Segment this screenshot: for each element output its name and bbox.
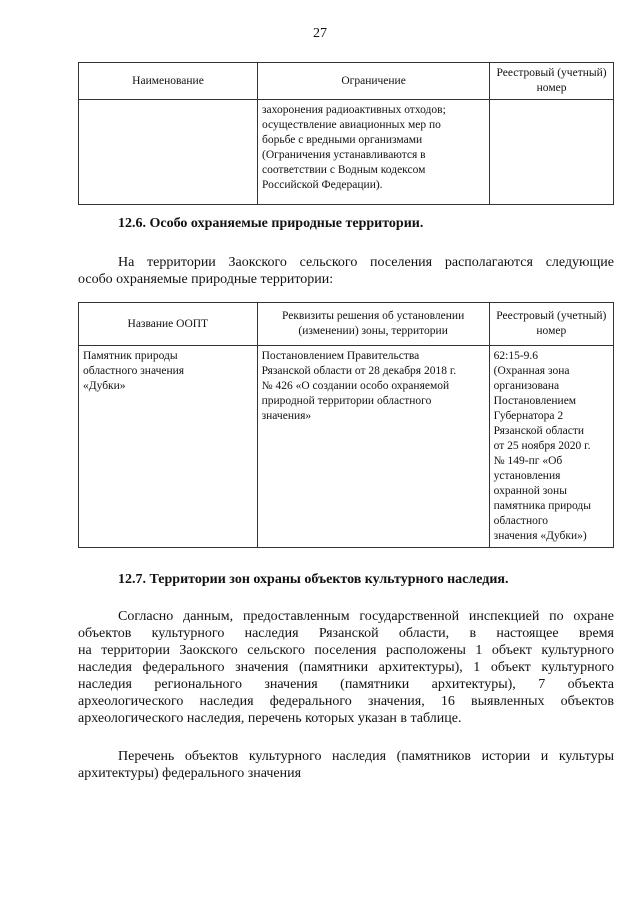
page-number: 27 bbox=[313, 26, 327, 41]
table-header-row bbox=[79, 63, 614, 100]
restrictions-table bbox=[78, 62, 614, 205]
number-line: памятника природы bbox=[493, 500, 592, 512]
table-header-row bbox=[79, 303, 614, 346]
number-line: областного bbox=[493, 515, 549, 527]
paragraph-line: наследия федерального значения (памятники архитектуры), 1 объект культурного bbox=[78, 660, 614, 675]
table-row bbox=[79, 100, 614, 205]
decision-line: значения» bbox=[261, 410, 312, 422]
number-line: значения «Дубки») bbox=[493, 530, 587, 542]
restriction-line: захоронения радиоактивных отходов; bbox=[261, 104, 446, 116]
number-line: № 149-пг «Об bbox=[493, 455, 563, 467]
restriction-line: соответствии с Водным кодексом bbox=[261, 164, 426, 176]
number-line: установления bbox=[493, 470, 561, 482]
paragraph-line: наследия регионального значения (памятники архитектуры), 7 объекта bbox=[78, 677, 614, 692]
col-header-oopt-name: Название ООПТ bbox=[79, 303, 258, 346]
restriction-line: Российской Федерации). bbox=[261, 179, 383, 191]
cell-number bbox=[490, 100, 614, 205]
number-line: охранной зоны bbox=[493, 485, 567, 497]
col-header-name: Наименование bbox=[79, 63, 258, 100]
section-heading-12-7: 12.7. Территории зон охраны объектов культурного наследия. bbox=[118, 572, 509, 587]
decision-line: № 426 «О создании особо охраняемой bbox=[261, 380, 450, 392]
col-header-decision: Реквизиты решения об установлении (изменении) зоны, территории bbox=[257, 303, 489, 346]
cell-oopt-name bbox=[79, 346, 258, 548]
decision-line: природной территории областного bbox=[261, 395, 432, 407]
cell-restriction bbox=[257, 100, 489, 205]
paragraph-line: особо охраняемые природные территории: bbox=[78, 272, 334, 287]
paragraph-12-7-b bbox=[78, 748, 614, 782]
number-line: 62:15-9.6 bbox=[493, 350, 539, 362]
cell-name bbox=[79, 100, 258, 205]
table-row bbox=[79, 346, 614, 548]
number-line: (Охранная зона bbox=[493, 365, 570, 377]
paragraph-line: археологического наследия федерального значения, 16 выявленных объектов bbox=[78, 694, 614, 709]
paragraph-line: Перечень объектов культурного наследия (памятников истории и культуры bbox=[118, 749, 614, 764]
paragraph-line: объектов культурного наследия Рязанской области, в настоящее время bbox=[78, 626, 614, 641]
paragraph-line: на территории Заокского сельского поселения расположены 1 объект культурного bbox=[78, 643, 614, 658]
number-line: от 25 ноября 2020 г. bbox=[493, 440, 591, 452]
paragraph-12-6 bbox=[78, 254, 614, 288]
number-line: Рязанской области bbox=[493, 425, 585, 437]
name-line: областного значения bbox=[83, 365, 185, 377]
col-header-restriction: Ограничение bbox=[257, 63, 489, 100]
restriction-line: (Ограничения устанавливаются в bbox=[261, 149, 426, 161]
paragraph-line: архитектуры) федерального значения bbox=[78, 766, 302, 781]
protected-areas-table bbox=[78, 302, 614, 548]
restriction-line: осуществление авиационных мер по bbox=[261, 119, 441, 131]
name-line: «Дубки» bbox=[83, 380, 126, 392]
number-line: организована bbox=[493, 380, 560, 392]
paragraph-line: археологического наследия, перечень которых указан в таблице. bbox=[78, 711, 462, 726]
name-line: Памятник природы bbox=[83, 350, 178, 362]
decision-line: Постановлением Правительства bbox=[261, 350, 420, 362]
cell-registry-number bbox=[489, 346, 613, 548]
restriction-line: борьбе с вредными организмами bbox=[261, 134, 423, 146]
col-header-number: Реестровый (учетный) номер bbox=[489, 303, 613, 346]
paragraph-line: Согласно данным, предоставленным государственной инспекцией по охране bbox=[118, 609, 614, 624]
paragraph-12-7-a bbox=[78, 608, 614, 727]
section-heading-12-6: 12.6. Особо охраняемые природные территории. bbox=[118, 216, 424, 231]
decision-line: Рязанской области от 28 декабря 2018 г. bbox=[261, 365, 457, 377]
cell-decision bbox=[257, 346, 489, 548]
paragraph-line: На территории Заокского сельского поселения располагаются следующие bbox=[118, 255, 614, 270]
number-line: Постановлением bbox=[493, 395, 577, 407]
col-header-number: Реестровый (учетный) номер bbox=[490, 63, 614, 100]
number-line: Губернатора 2 bbox=[493, 410, 564, 422]
